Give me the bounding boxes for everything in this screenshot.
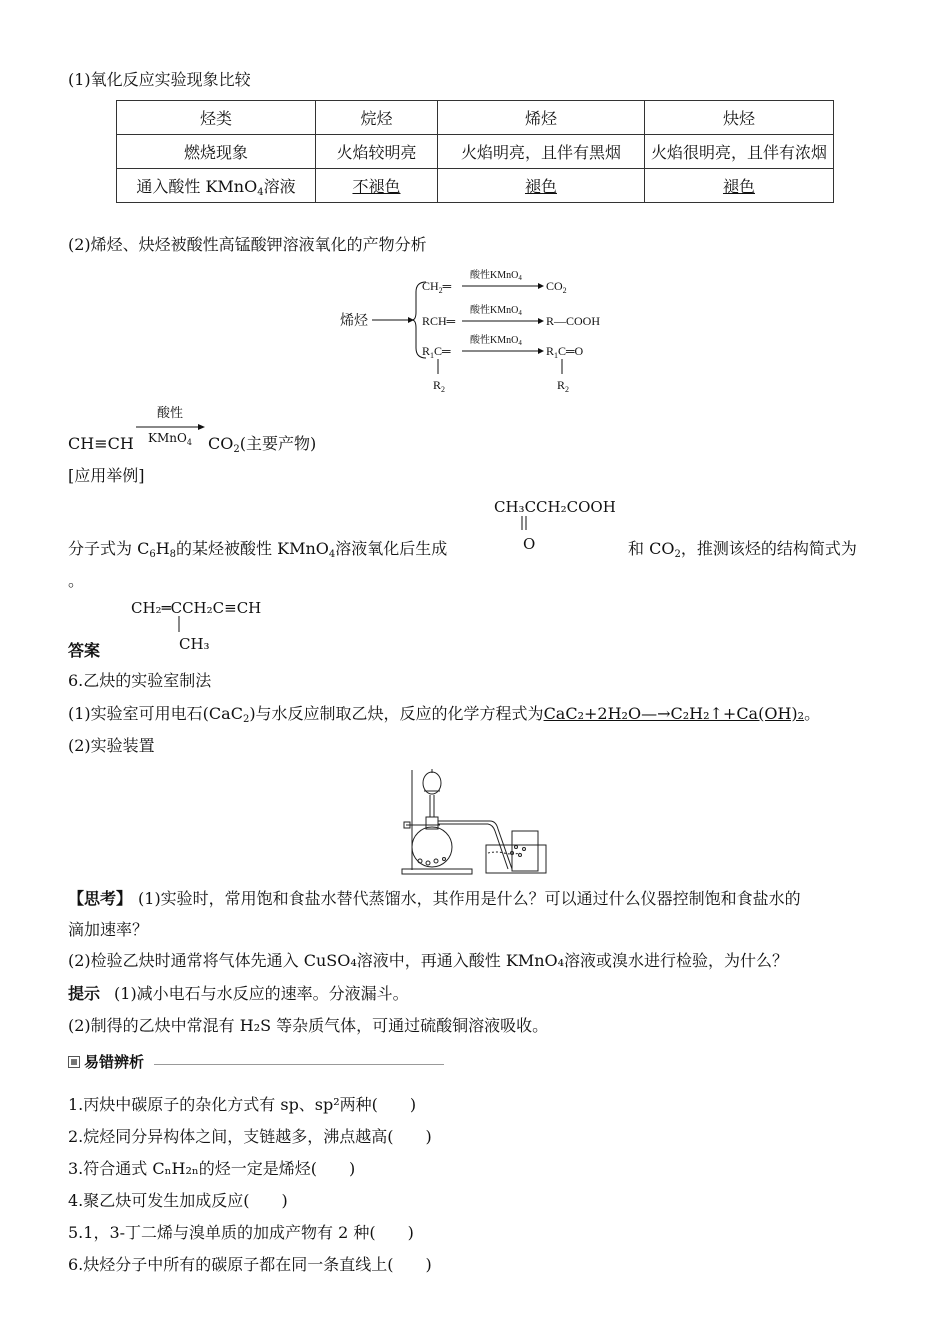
answer-blank: 褪色 — [722, 177, 755, 196]
section-marker-icon — [68, 1056, 80, 1068]
alkyne-reagent-above: 酸性 — [157, 406, 184, 421]
example-structure: CH₃CCH₂COOH — [494, 498, 616, 516]
hint-1: 提示 (1)减小电石与水反应的速率。分液漏斗。 — [68, 984, 409, 1003]
table-cell: 火焰较明亮 — [316, 135, 438, 169]
error-item: 1.丙炔中碳原子的杂化方式有 sp、sp²两种( ) — [68, 1095, 417, 1114]
errors-divider — [154, 1064, 444, 1065]
table-header-cell: 烯烃 — [438, 101, 645, 135]
table-cell — [438, 169, 645, 203]
think-q2: (2)检验乙炔时通常将气体先通入 CuSO₄溶液中，再通入酸性 KMnO₄溶液或溴水进行检验，为什么？ — [68, 951, 789, 970]
error-item: 3.符合通式 CₙH₂ₙ的烃一定是烯烃( ) — [68, 1159, 356, 1178]
table-header-cell: 烷烃 — [316, 101, 438, 135]
example-structure-oxygen: O — [523, 535, 536, 553]
error-item: 4.聚乙炔可发生加成反应( ) — [68, 1191, 288, 1210]
acetylene-apparatus-illustration — [400, 765, 550, 877]
answer-label: 答案 — [68, 641, 101, 660]
hint-tag: 提示 — [68, 984, 101, 1003]
alkyne-reactant: CH≡CH — [68, 434, 134, 453]
scheme-reagent: 酸性KMnO$_4$ — [470, 335, 522, 347]
section-2-title: (2)烯烃、炔烃被酸性高锰酸钾溶液氧化的产物分析 — [68, 235, 427, 254]
oxidation-product-scheme — [330, 262, 630, 398]
kmno4-label-suffix: 溶液 — [263, 177, 296, 196]
table-cell — [645, 169, 834, 203]
example-label: [应用举例] — [68, 466, 145, 485]
hint-2: (2)制得的乙炔中常混有 H₂S 等杂质气体，可通过硫酸铜溶液吸收。 — [68, 1016, 549, 1035]
table-header-cell: 烃类 — [117, 101, 316, 135]
answer-blank: 不褪色 — [352, 177, 401, 196]
table-header-row — [117, 101, 834, 135]
scheme-row1-left: $CH_2═$ — [422, 279, 452, 295]
example-text: 分子式为 $C_6H_8$的某烃被酸性 KMnO$_4$溶液氧化后生成 — [68, 539, 448, 560]
table-cell: 火焰很明亮，且伴有浓烟 — [645, 135, 834, 169]
alkyne-product: $CO_2$(主要产物) — [208, 434, 317, 455]
branch-bond — [176, 616, 182, 634]
think-tag: 【思考】 — [68, 889, 133, 908]
table-cell — [117, 169, 316, 203]
carbonyl-double-bond — [518, 516, 532, 532]
table-header-cell: 炔烃 — [645, 101, 834, 135]
scheme-row2-right: R—COOH — [546, 314, 601, 328]
scheme-alkene-label: 烯烃 — [340, 314, 368, 329]
example-text-tail: 和 $CO_2$，推测该烃的结构简式为 — [628, 539, 857, 560]
equation-answer: CaC₂+2H₂O—→C₂H₂↑+Ca(OH)₂ — [543, 704, 805, 723]
table-row — [117, 135, 834, 169]
table-cell: 火焰明亮，且伴有黑烟 — [438, 135, 645, 169]
scheme-reagent: 酸性KMnO$_4$ — [470, 305, 522, 317]
scheme-row2-left: RCH═ — [422, 314, 456, 328]
error-item: 2.烷烃同分异构体之间，支链越多，沸点越高( ) — [68, 1127, 432, 1146]
scheme-row3-right: $R_1C═O$ — [546, 344, 584, 360]
section-6-title: 6.乙炔的实验室制法 — [68, 671, 212, 690]
answer-structure: CH₂═CCH₂C≡CH — [131, 599, 262, 617]
scheme-r2-left: $R_2$ — [433, 378, 446, 394]
table-cell: 燃烧现象 — [117, 135, 316, 169]
error-item: 6.炔烃分子中所有的碳原子都在同一条直线上( ) — [68, 1255, 432, 1274]
section-6-p2: (2)实验装置 — [68, 736, 155, 755]
scheme-row3-left: $R_1C═$ — [422, 344, 451, 360]
table-row — [117, 169, 834, 203]
kmno4-label: 通入酸性 KMnO — [136, 177, 258, 196]
table-cell — [316, 169, 438, 203]
answer-branch: CH₃ — [179, 635, 210, 653]
alkyne-reagent-below: KMnO$_4$ — [148, 431, 192, 447]
error-item: 5.1，3-丁二烯与溴单质的加成产物有 2 种( ) — [68, 1223, 414, 1242]
scheme-reagent: 酸性KMnO$_4$ — [470, 270, 522, 282]
example-text-end: 。 — [68, 571, 85, 590]
errors-title: 易错辨析 — [84, 1053, 145, 1071]
scheme-r2-right: $R_2$ — [557, 378, 570, 394]
oxidation-comparison-table — [116, 100, 834, 203]
scheme-row1-right: $CO_2$ — [546, 279, 567, 295]
section-1-title: (1)氧化反应实验现象比较 — [68, 70, 251, 89]
think-q1-cont: 滴加速率？ — [68, 920, 149, 939]
section-6-p1: (1)实验室可用电石(CaC$_2$)与水反应制取乙炔，反应的化学方程式为CaC₂+2H₂O—→C₂H₂↑+Ca(OH)₂。 — [68, 704, 821, 725]
think-q1: 【思考】 (1)实验时，常用饱和食盐水替代蒸馏水，其作用是什么？可以通过什么仪器控制饱和食盐水的 — [68, 889, 801, 908]
answer-blank: 褪色 — [524, 177, 557, 196]
subscript: 4 — [257, 187, 264, 198]
